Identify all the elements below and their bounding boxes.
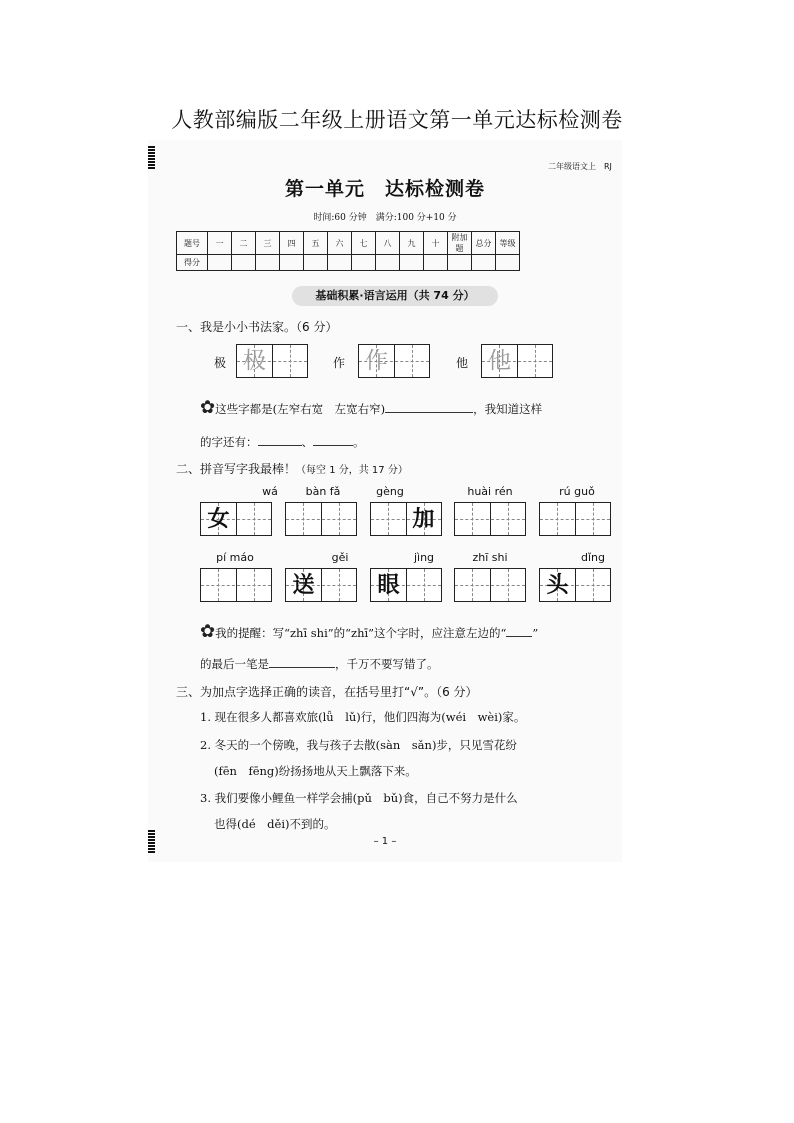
page-number: – 1 – [373, 836, 397, 847]
flower-icon: ✿ [200, 621, 216, 642]
answer-blank[interactable] [269, 667, 335, 668]
q2-reminder-line2: 的最后一笔是 ，千万不要写错了。 [200, 657, 439, 671]
flower-icon: ✿ [200, 397, 216, 418]
score-input-cell[interactable] [400, 255, 424, 271]
section-banner: 基础积累·语言运用（共 74 分） [292, 286, 498, 306]
scan-registration-mark [148, 146, 155, 170]
pinyin-writing-grid[interactable] [200, 568, 272, 602]
q1-writing-grid-zuo[interactable] [358, 344, 430, 378]
pinyin-writing-grid[interactable] [370, 502, 442, 536]
score-table-cell: 附加题 [448, 232, 472, 255]
test-title: 第一单元 达标检测卷 [284, 178, 485, 200]
score-input-cell[interactable] [256, 255, 280, 271]
q1-heading: 一、我是小小书法家。（6 分） [176, 320, 338, 334]
score-table-cell: 得分 [177, 255, 208, 271]
score-input-cell[interactable] [376, 255, 400, 271]
q1-label-ta: 他 [456, 356, 469, 370]
score-table-cell: 五 [304, 232, 328, 255]
score-input-cell[interactable] [448, 255, 472, 271]
q1-writing-grid-ta[interactable] [481, 344, 553, 378]
score-table-header-row [177, 232, 520, 255]
score-input-cell[interactable] [352, 255, 376, 271]
q1-note-line1: ✿这些字都是(左窄右宽 左宽右窄) ，我知道这样 [200, 397, 543, 418]
pinyin-label: huài rén [467, 485, 513, 498]
q3-question-1: 1. 现在很多人都喜欢旅(lǚ lǔ)行，他们四海为(wéi wèi)家。 [200, 710, 526, 724]
given-character: 女 [207, 506, 230, 532]
q3-question-3: 3. 我们要像小鲤鱼一样学会捕(pǔ bǔ)食，自己不努力是什么 [200, 791, 518, 805]
score-table-cell: 十 [424, 232, 448, 255]
q3-question-3-cont: 也得(dé děi)不到的。 [214, 817, 336, 831]
given-character: 头 [546, 572, 569, 598]
score-input-cell[interactable] [424, 255, 448, 271]
score-table-cell: 一 [208, 232, 232, 255]
given-character: 眼 [377, 572, 400, 598]
q1-note-line2: 的字还有： 、 。 [200, 435, 365, 449]
pinyin-label: rú guǒ [559, 485, 595, 498]
given-character: 加 [412, 506, 435, 532]
pinyin-label: bàn fǎ [305, 485, 341, 498]
pinyin-label: jìng [413, 551, 435, 564]
pinyin-label: zhī shi [472, 551, 508, 564]
score-table-cell: 七 [352, 232, 376, 255]
score-table-cell: 二 [232, 232, 256, 255]
test-info: 时间:60 分钟 满分:100 分+10 分 [313, 213, 457, 223]
q2-heading: 二、拼音写字我最棒！（每空 1 分，共 17 分） [176, 462, 408, 476]
score-table-cell: 总分 [472, 232, 496, 255]
pinyin-writing-grid[interactable] [200, 502, 272, 536]
pinyin-writing-grid[interactable] [454, 502, 526, 536]
pinyin-writing-grid[interactable] [285, 568, 357, 602]
pinyin-label: wá [262, 485, 278, 498]
q2-reminder-line1: ✿我的提醒：写“zhī shi”的“zhī”这个字时，应注意左边的“ ” [200, 621, 539, 642]
score-table-cell: 九 [400, 232, 424, 255]
pinyin-writing-grid[interactable] [539, 568, 611, 602]
score-table-cell: 四 [280, 232, 304, 255]
q3-heading: 三、为加点字选择正确的读音，在括号里打“√”。（6 分） [176, 685, 478, 699]
q1-label-zuo: 作 [333, 356, 346, 370]
q1-label-ji: 极 [214, 356, 227, 370]
answer-blank[interactable] [506, 636, 532, 637]
pinyin-writing-grid[interactable] [285, 502, 357, 536]
q1-writing-grid-ji[interactable] [236, 344, 308, 378]
document-title: 人教部编版二年级上册语文第一单元达标检测卷 [171, 108, 623, 132]
answer-blank[interactable] [313, 445, 353, 446]
score-input-cell[interactable] [208, 255, 232, 271]
grade-label: 二年级语文上 RJ [548, 162, 612, 171]
score-table [176, 231, 520, 271]
score-input-cell[interactable] [304, 255, 328, 271]
score-table-cell: 六 [328, 232, 352, 255]
score-table-cell: 八 [376, 232, 400, 255]
score-input-cell[interactable] [496, 255, 520, 271]
q3-question-2-cont: (fēn fēng)纷扬扬地从天上飘落下来。 [214, 764, 417, 778]
answer-blank[interactable] [385, 412, 473, 413]
score-table-cell: 等级 [496, 232, 520, 255]
given-character: 送 [292, 572, 315, 598]
score-input-cell[interactable] [232, 255, 256, 271]
pinyin-label: gěi [331, 551, 349, 564]
pinyin-writing-grid[interactable] [370, 568, 442, 602]
answer-blank[interactable] [258, 445, 302, 446]
model-character: 他 [488, 348, 511, 374]
score-table-cell: 三 [256, 232, 280, 255]
pinyin-writing-grid[interactable] [539, 502, 611, 536]
pinyin-label: dǐng [581, 551, 605, 564]
model-character: 极 [243, 348, 266, 374]
pinyin-label: pí máo [216, 551, 254, 564]
score-input-cell[interactable] [328, 255, 352, 271]
score-input-cell[interactable] [280, 255, 304, 271]
scanned-test-page [148, 140, 622, 862]
q3-question-2: 2. 冬天的一个傍晚，我与孩子去散(sàn sǎn)步，只见雪花纷 [200, 738, 517, 752]
score-input-cell[interactable] [472, 255, 496, 271]
pinyin-writing-grid[interactable] [454, 568, 526, 602]
score-table-score-row [177, 255, 520, 271]
score-table-cell: 题号 [177, 232, 208, 255]
pinyin-label: gèng [376, 485, 404, 498]
model-character: 作 [365, 348, 388, 374]
